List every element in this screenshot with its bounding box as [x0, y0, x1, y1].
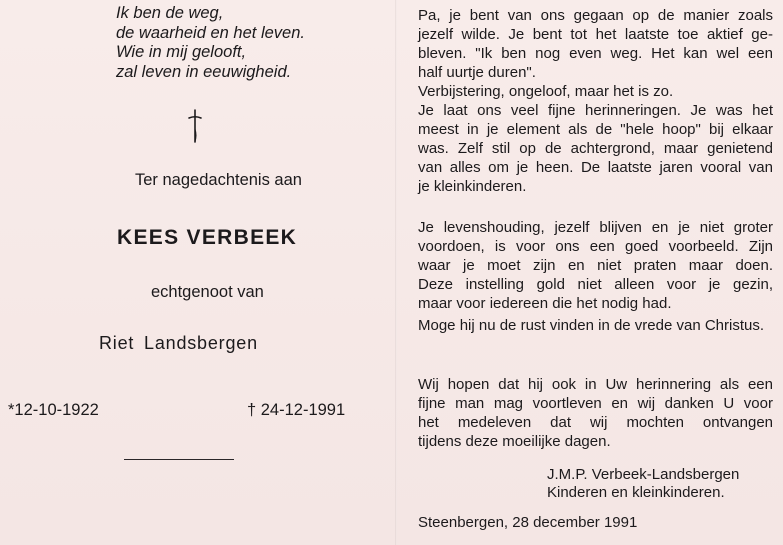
poem [116, 4, 376, 83]
text-line: bleven. "Ik ben nog even weg. Het kan wel een [418, 45, 773, 62]
text-line: je kleinkinderen. [418, 178, 527, 195]
poem-line: Wie in mij gelooft, [116, 43, 247, 62]
text-line: Deze instelling gold niet alleen voor je gezin, [418, 276, 773, 293]
paragraph-prayer [418, 316, 773, 335]
signature-line: Kinderen en kleinkinderen. [547, 484, 725, 501]
text-line: fijne man mag voortleven en wij danken U voor [418, 395, 773, 412]
paragraph-thanks [418, 375, 773, 451]
text-line: meest in je element als de "hele hoop" bij elkaar [418, 121, 773, 138]
text-line: Je levenshouding, jezelf blijven en je niet groter [418, 219, 773, 236]
signature [547, 466, 739, 502]
text-line: Moge hij nu de rust vinden in de vrede van Christus. [418, 317, 765, 334]
place-and-date: Steenbergen, 28 december 1991 [418, 514, 638, 531]
cross-icon [187, 109, 203, 143]
text-line: Pa, je bent van ons gegaan op de manier zoals [418, 7, 773, 24]
in-memory-of: Ter nagedachtenis aan [135, 171, 302, 189]
text-line: jezelf wilde. Je bent tot het laatste toe aktief ge- [418, 26, 773, 43]
deceased-name: KEES VERBEEK [117, 226, 298, 249]
birth-date: *12-10-1922 [8, 401, 99, 419]
signature-line: J.M.P. Verbeek-Landsbergen [547, 466, 740, 483]
text-line: van alles om je heen. De laatste jaren vooral van [418, 159, 773, 176]
death-date: † 24-12-1991 [247, 401, 346, 419]
text-line: Je laat ons veel fijne herinneringen. Je was het [418, 102, 773, 119]
paragraph-farewell [418, 6, 773, 196]
text-line: Wij hopen dat hij ook in Uw herinnering als een [418, 376, 773, 393]
divider [124, 459, 234, 460]
poem-line: zal leven in eeuwigheid. [116, 63, 292, 82]
text-line: Verbijstering, ongeloof, maar het is zo. [418, 83, 674, 100]
card-fold [395, 0, 397, 545]
paragraph-attitude [418, 218, 773, 313]
text-line: het medeleven dat wij mochten ontvangen [418, 414, 773, 431]
poem-line: de waarheid en het leven. [116, 23, 305, 42]
text-line: voordoen, is voor ons een goed voorbeeld. Zijn [418, 238, 773, 255]
text-line: tijdens deze moeilijke dagen. [418, 433, 611, 450]
spouse-name: Riet Landsbergen [99, 333, 258, 353]
text-line: maar voor iedereen die het nodig had. [418, 295, 672, 312]
text-line: was. Zelf stil op de achtergrond, maar genietend [418, 140, 773, 157]
text-line: waar je moet zijn en niet praten maar doen. [418, 257, 773, 274]
text-line: half uurtje duren". [418, 64, 536, 81]
poem-line: Ik ben de weg, [116, 4, 224, 22]
spouse-label: echtgenoot van [151, 283, 264, 301]
